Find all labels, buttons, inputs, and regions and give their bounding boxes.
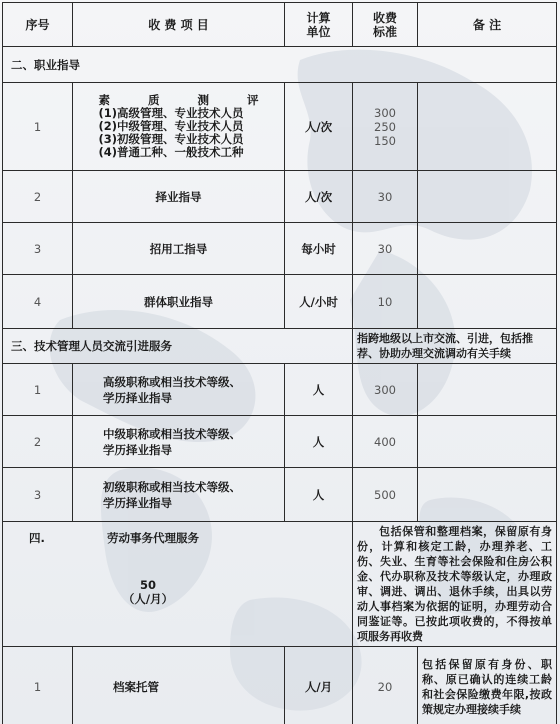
- item-line: 学历择业指导: [103, 442, 172, 457]
- row-fee: 400: [353, 416, 418, 468]
- table-row: [3, 223, 557, 275]
- header-fee-line1: 收费: [372, 10, 397, 25]
- row-note: 包括保留原有身份、职称、原已确认的连续工龄和社会保险缴费年限,按政策规定办理接续手续: [418, 647, 557, 724]
- item-line: (2)中级管理、专业技术人员: [98, 119, 244, 133]
- row-unit: 人: [285, 468, 353, 522]
- header-unit-line2: 单位: [306, 24, 331, 39]
- item-line: (4)普通工种、一般技术工种: [98, 145, 244, 159]
- row-no: 1: [3, 83, 73, 171]
- header-unit: [285, 3, 353, 47]
- row-fee: 30: [353, 223, 418, 275]
- table-row: [3, 468, 557, 522]
- row-fee: [353, 83, 418, 171]
- row-fee: 20: [353, 647, 418, 724]
- row-note: [418, 468, 557, 522]
- header-item: 收 费 项 目: [73, 3, 285, 47]
- item-line: 学历择业指导: [103, 390, 172, 405]
- row-note: [418, 275, 557, 329]
- item-line: 初级职称或相当技术等级、: [103, 479, 241, 494]
- row-note: [418, 416, 557, 468]
- item-title: 素质测评: [98, 93, 259, 107]
- row-fee: 10: [353, 275, 418, 329]
- header-unit-line1: 计算: [306, 10, 331, 25]
- section4-no: 四.: [29, 531, 45, 545]
- row-unit: 人/小时: [285, 275, 353, 329]
- item-line: 中级职称或相当技术等级、: [103, 426, 241, 441]
- section4-fee-unit: （人/月）: [122, 592, 174, 606]
- row-note: [418, 223, 557, 275]
- row-item: 档案托管: [73, 647, 285, 724]
- section3-title: 三、技术管理人员交流引进服务: [3, 329, 353, 364]
- table-row: [3, 416, 557, 468]
- row-item: 择业指导: [73, 171, 285, 223]
- row-note: [418, 171, 557, 223]
- row-unit: 人: [285, 416, 353, 468]
- fee-value: 150: [374, 133, 396, 148]
- row-no: 2: [3, 171, 73, 223]
- fee-schedule-table: [2, 2, 557, 724]
- row-fee: 300: [353, 364, 418, 416]
- row-fee: 500: [353, 468, 418, 522]
- item-line: 学历择业指导: [103, 495, 172, 510]
- row-item: [73, 416, 285, 468]
- row-item: [73, 364, 285, 416]
- row-unit: 每小时: [285, 223, 353, 275]
- row-no: 3: [3, 468, 73, 522]
- row-item: 群体职业指导: [73, 275, 285, 329]
- table-header-row: [3, 3, 557, 47]
- table-row: [3, 275, 557, 329]
- row-note: [418, 364, 557, 416]
- section4-title: 劳动事务代理服务: [107, 531, 199, 545]
- item-line: (1)高级管理、专业技术人员: [98, 106, 244, 120]
- section4-note: 包括保管和整理档案，保留原有身份，计算和核定工龄，办理养老、工伤、失业、生育等社会保险和住房公积金、代办职称及技术等级认定，办理政审、调进、调出、退休手续，出具以劳动人事档案为依据的证明，办理劳动合同鉴证等。已按此项收费的，不得按单项服务再收费: [353, 522, 557, 647]
- row-unit: 人/次: [285, 83, 353, 171]
- row-item: [73, 83, 285, 171]
- section-row: [3, 329, 557, 364]
- table-row: [3, 171, 557, 223]
- section4-block: [3, 522, 352, 644]
- row-no: 1: [3, 647, 73, 724]
- row-no: 4: [3, 275, 73, 329]
- fee-value: 250: [374, 119, 396, 134]
- row-item: [73, 468, 285, 522]
- section-row: [3, 522, 557, 647]
- row-unit: 人/次: [285, 171, 353, 223]
- header-note: 备 注: [418, 3, 557, 47]
- item-line: 高级职称或相当技术等级、: [103, 374, 241, 389]
- section-row: [3, 47, 557, 83]
- item-line: (3)初级管理、专业技术人员: [98, 132, 244, 146]
- row-no: 2: [3, 416, 73, 468]
- section2-title: 二、职业指导: [3, 47, 557, 83]
- row-unit: 人/月: [285, 647, 353, 724]
- row-no: 3: [3, 223, 73, 275]
- section3-note: 指跨地级以上市交流、引进，包括推荐、协助办理交流调动有关手续: [353, 329, 557, 364]
- table-row: [3, 647, 557, 724]
- header-fee: [353, 3, 418, 47]
- table-row: [3, 83, 557, 171]
- row-note: [418, 83, 557, 171]
- section4-fee: [63, 578, 233, 606]
- row-fee: 30: [353, 171, 418, 223]
- row-item: 招用工指导: [73, 223, 285, 275]
- header-no: 序号: [3, 3, 73, 47]
- row-unit: 人: [285, 364, 353, 416]
- header-fee-line2: 标准: [372, 24, 397, 39]
- section4-cell: [3, 522, 353, 647]
- section4-fee-value: 50: [139, 578, 156, 592]
- fee-value: 300: [374, 105, 396, 120]
- table-row: [3, 364, 557, 416]
- item-block: [99, 94, 259, 159]
- row-no: 1: [3, 364, 73, 416]
